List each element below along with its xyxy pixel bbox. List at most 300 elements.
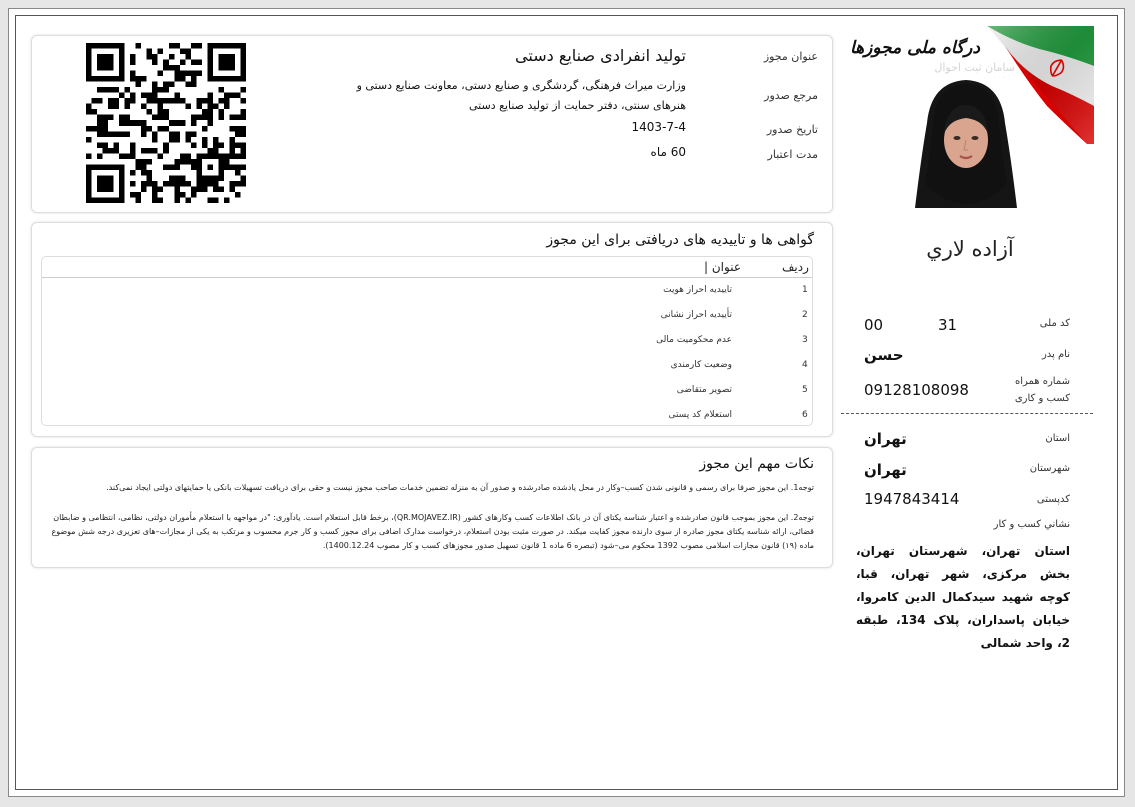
certificates-title: گواهی ها و تاییدیه های دریافتی برای این مجوز — [546, 232, 814, 248]
portal-logo: درگاه ملی مجوزها — [850, 38, 980, 58]
national-id-prefix: 00 — [864, 316, 884, 334]
qr-module — [185, 181, 191, 187]
qr-module — [202, 109, 208, 115]
note-2: توجه2. این مجوز بموجب قانون صادرشده و اعتبار شناسه یکتای آن در بانک اطلاعات کسب وکارهای کشور (QR.MOJAVEZ.IR)، برخط قابل استعلام است. یادآوری: "در مواجهه با استعلام مأموران دولتی، نظامی، انتظامی و ضابطان قضائی، ارائه شناسه یکتای مجوز صادره از سوی دارنده مجوز کفایت میکند. در صورت مثبت بودن استعلام، درخواست مدارک اضافی برای مجوز کسب و کار جرم محسوب و مرتکب به یکی از مجازات–های تعزیری درجه شش موضوع ماده (۱۹) قانون مجازات اسلامی مصوب 1392 محکوم می–شود (تبصره 6 ماده 1 قانون تسهیل صدور مجوزهای کسب و کار مصوب 1400.12.24). — [51, 513, 814, 550]
qr-module — [152, 131, 158, 137]
qr-module — [202, 186, 208, 192]
qr-module — [152, 148, 158, 154]
qr-module — [97, 54, 114, 71]
watermark-line: سامان ثبت احوال — [934, 61, 1015, 74]
qr-module — [180, 76, 186, 82]
column-header-row: ردیف — [782, 260, 809, 274]
qr-module — [191, 131, 197, 137]
qr-module — [130, 76, 136, 82]
qr-module — [235, 181, 241, 187]
qr-module — [240, 126, 246, 132]
qr-module — [125, 120, 131, 126]
qr-module — [191, 115, 197, 121]
qr-module — [125, 131, 131, 137]
qr-module — [224, 159, 230, 165]
qr-module — [191, 120, 197, 126]
notes-title: نکات مهم این مجوز — [699, 456, 814, 472]
qr-module — [207, 104, 213, 110]
qr-module — [163, 109, 169, 115]
qr-module — [191, 60, 197, 66]
row-title: استعلام کد پستی — [668, 410, 732, 420]
qr-module — [229, 93, 235, 99]
qr-module — [97, 120, 103, 126]
qr-module — [147, 98, 153, 104]
qr-module — [224, 104, 230, 110]
qr-module — [207, 181, 213, 187]
city-value: تهران — [864, 461, 907, 479]
qr-module — [207, 93, 213, 99]
qr-module — [163, 65, 169, 71]
qr-module — [152, 82, 158, 88]
qr-module — [169, 137, 175, 143]
qr-module — [141, 76, 147, 82]
qr-module — [174, 98, 180, 104]
qr-module — [185, 137, 191, 143]
certificates-table — [41, 256, 813, 426]
qr-module — [141, 120, 147, 126]
qr-module — [136, 82, 142, 88]
qr-module — [108, 104, 114, 110]
qr-module — [240, 115, 246, 121]
qr-module — [180, 153, 186, 159]
qr-module — [185, 197, 191, 203]
qr-module — [86, 109, 92, 115]
national-id-suffix: 31 — [938, 316, 958, 334]
qr-module — [103, 120, 109, 126]
qr-module — [147, 181, 153, 187]
qr-module — [196, 43, 202, 49]
qr-module — [174, 65, 180, 71]
qr-module — [114, 87, 120, 93]
qr-module — [163, 98, 169, 104]
qr-module — [180, 175, 186, 181]
qr-module — [158, 153, 164, 159]
mobile-value: 09128108098 — [864, 381, 969, 399]
qr-module — [185, 153, 191, 159]
qr-module — [152, 115, 158, 121]
row-title: تاییدیه احراز هویت — [663, 285, 732, 295]
qr-module — [169, 120, 175, 126]
qr-module — [163, 142, 169, 148]
qr-module — [130, 148, 136, 154]
qr-module — [218, 115, 224, 121]
qr-module — [229, 137, 235, 143]
qr-module — [169, 164, 175, 170]
qr-module — [235, 170, 241, 176]
qr-module — [103, 87, 109, 93]
qr-module — [196, 71, 202, 77]
qr-module — [196, 98, 202, 104]
qr-module — [213, 197, 219, 203]
qr-module — [152, 87, 158, 93]
column-header-title: | عنوان — [704, 260, 741, 274]
issue-date-value: 1403-7-4 — [631, 120, 686, 134]
qr-module — [224, 153, 230, 159]
qr-module — [174, 93, 180, 99]
qr-module — [202, 115, 208, 121]
qr-module — [163, 87, 169, 93]
qr-module — [97, 153, 103, 159]
qr-module — [180, 60, 186, 66]
qr-module — [229, 186, 235, 192]
qr-module — [158, 71, 164, 77]
qr-module — [207, 109, 213, 115]
qr-module — [196, 60, 202, 66]
qr-module — [108, 98, 114, 104]
qr-module — [86, 126, 92, 132]
qr-module — [97, 87, 103, 93]
qr-module — [218, 142, 224, 148]
qr-module — [92, 98, 98, 104]
qr-module — [158, 87, 164, 93]
qr-module — [152, 54, 158, 60]
qr-module — [213, 142, 219, 148]
qr-module — [174, 71, 180, 77]
qr-module — [147, 148, 153, 154]
qr-module — [141, 93, 147, 99]
qr-module — [136, 197, 142, 203]
qr-module — [235, 164, 241, 170]
qr-module — [97, 142, 103, 148]
national-id-label: کد ملی — [1039, 318, 1070, 329]
qr-module — [185, 131, 191, 137]
qr-module — [185, 159, 191, 165]
qr-module — [147, 49, 153, 55]
qr-module — [207, 115, 213, 121]
qr-module — [180, 98, 186, 104]
address-label: نشاني كسب و کار — [993, 519, 1070, 530]
qr-module — [130, 93, 136, 99]
qr-module — [114, 148, 120, 154]
qr-module — [108, 131, 114, 137]
qr-module — [240, 109, 246, 115]
validity-label: مدت اعتبار — [767, 148, 818, 161]
qr-module — [185, 49, 191, 55]
father-name-label: نام پدر — [1041, 349, 1070, 360]
qr-module — [114, 104, 120, 110]
qr-module — [213, 104, 219, 110]
qr-module — [240, 142, 246, 148]
qr-module — [130, 192, 136, 198]
qr-module — [114, 142, 120, 148]
qr-module — [86, 104, 92, 110]
qr-module — [97, 115, 103, 121]
qr-module — [213, 148, 219, 154]
qr-module — [125, 87, 131, 93]
qr-module — [235, 131, 241, 137]
qr-module — [147, 175, 153, 181]
qr-module — [169, 175, 175, 181]
qr-module — [163, 115, 169, 121]
qr-module — [119, 153, 125, 159]
mobile-label: شماره همراه کسب و کاری — [1014, 376, 1070, 404]
qr-module — [163, 164, 169, 170]
qr-module — [141, 126, 147, 132]
qr-module — [158, 197, 164, 203]
qr-module — [224, 93, 230, 99]
qr-module — [191, 142, 197, 148]
qr-module — [240, 153, 246, 159]
qr-module — [229, 115, 235, 121]
row-number: 4 — [802, 360, 808, 370]
qr-module — [185, 104, 191, 110]
table-header — [42, 257, 812, 278]
qr-module — [130, 170, 136, 176]
qr-module — [218, 98, 224, 104]
qr-module — [169, 65, 175, 71]
qr-module — [125, 153, 131, 159]
qr-module — [152, 60, 158, 66]
qr-module — [158, 126, 164, 132]
qr-module — [207, 164, 213, 170]
qr-module — [152, 186, 158, 192]
qr-module — [97, 126, 103, 132]
postal-code-value: 1947843414 — [864, 490, 960, 508]
qr-module — [119, 93, 125, 99]
qr-module — [114, 98, 120, 104]
qr-module — [207, 120, 213, 126]
qr-module — [213, 181, 219, 187]
applicant-photo — [913, 78, 1019, 212]
section-divider — [841, 413, 1093, 414]
qr-module — [169, 54, 175, 60]
qr-module — [141, 148, 147, 154]
qr-module — [141, 164, 147, 170]
qr-module — [191, 164, 197, 170]
qr-module — [180, 159, 186, 165]
qr-module — [152, 181, 158, 187]
qr-module — [119, 115, 125, 121]
qr-module — [224, 197, 230, 203]
qr-module — [130, 98, 136, 104]
qr-module — [240, 87, 246, 93]
qr-module — [196, 181, 202, 187]
postal-code-label: کدپستی — [1036, 494, 1070, 505]
qr-module — [191, 192, 197, 198]
qr-module — [119, 120, 125, 126]
qr-module — [169, 131, 175, 137]
qr-module — [169, 181, 175, 187]
applicant-name: آزاده لاري — [926, 237, 1014, 261]
qr-module — [224, 98, 230, 104]
qr-code — [86, 43, 246, 203]
qr-module — [86, 153, 92, 159]
qr-module — [158, 186, 164, 192]
qr-module — [141, 159, 147, 165]
qr-module — [202, 181, 208, 187]
qr-module — [180, 49, 186, 55]
address-value: استان تهران، شهرستان تهران، بخش مرکزی، شهر تهران، قبا، کوچه شهید سیدکمال الدین کامروا، خیابان پاسداران، پلاک 134، طبقه 2، واحد شمالی — [856, 544, 1070, 650]
qr-module — [158, 104, 164, 110]
qr-module — [213, 186, 219, 192]
qr-module — [152, 98, 158, 104]
issuer-label: مرجع صدور — [764, 89, 818, 102]
qr-module — [147, 126, 153, 132]
issuer-value: وزارت میراث فرهنگی، گردشگری و صنایع دستی، معاونت صنایع دستی و هنرهای سنتی، دفتر حمایت از تولید صنایع دستی — [356, 79, 686, 112]
qr-module — [240, 181, 246, 187]
qr-module — [147, 54, 153, 60]
qr-module — [114, 131, 120, 137]
qr-module — [152, 93, 158, 99]
qr-module — [202, 126, 208, 132]
qr-module — [141, 131, 147, 137]
qr-module — [136, 192, 142, 198]
qr-module — [202, 98, 208, 104]
qr-module — [174, 197, 180, 203]
qr-module — [174, 181, 180, 187]
qr-module — [174, 131, 180, 137]
qr-module — [158, 109, 164, 115]
row-title: تصویر متقاضی — [676, 385, 732, 395]
qr-module — [141, 181, 147, 187]
qr-module — [152, 137, 158, 143]
qr-module — [174, 164, 180, 170]
qr-module — [97, 175, 114, 192]
qr-module — [147, 93, 153, 99]
qr-module — [92, 109, 98, 115]
license-title-label: عنوان مجوز — [763, 50, 818, 63]
qr-module — [163, 82, 169, 88]
qr-module — [235, 153, 241, 159]
qr-module — [229, 181, 235, 187]
qr-module — [147, 109, 153, 115]
qr-module — [125, 104, 131, 110]
qr-module — [136, 164, 142, 170]
qr-module — [147, 159, 153, 165]
qr-module — [218, 186, 224, 192]
qr-module — [191, 186, 197, 192]
qr-module — [180, 192, 186, 198]
qr-module — [213, 137, 219, 143]
qr-module — [141, 186, 147, 192]
qr-module — [125, 115, 131, 121]
qr-module — [196, 115, 202, 121]
qr-module — [235, 192, 241, 198]
qr-module — [229, 142, 235, 148]
qr-module — [103, 126, 109, 132]
issue-date-label: تاریخ صدور — [766, 123, 818, 136]
license-title-value: تولید انفرادی صنایع دستی — [515, 46, 686, 65]
qr-module — [108, 148, 114, 154]
father-name-value: حسن — [864, 346, 904, 364]
qr-module — [169, 98, 175, 104]
qr-module — [185, 71, 191, 77]
qr-module — [185, 54, 191, 60]
qr-module — [130, 120, 136, 126]
qr-module — [103, 115, 109, 121]
row-number: 5 — [802, 385, 808, 395]
qr-module — [136, 76, 142, 82]
qr-module — [224, 164, 230, 170]
qr-module — [202, 137, 208, 143]
qr-module — [130, 181, 136, 187]
qr-module — [174, 43, 180, 49]
row-number: 3 — [802, 335, 808, 345]
qr-module — [180, 181, 186, 187]
qr-module — [174, 175, 180, 181]
qr-module — [136, 43, 142, 49]
qr-module — [163, 126, 169, 132]
province-label: استان — [1045, 433, 1070, 444]
qr-module — [180, 71, 186, 77]
qr-module — [141, 170, 147, 176]
qr-module — [136, 120, 142, 126]
qr-module — [218, 109, 224, 115]
qr-module — [229, 153, 235, 159]
qr-module — [103, 142, 109, 148]
qr-module — [147, 170, 153, 176]
validity-value: 60 ماه — [650, 145, 686, 159]
qr-module — [130, 54, 136, 60]
qr-module — [191, 159, 197, 165]
qr-module — [141, 104, 147, 110]
qr-module — [136, 159, 142, 165]
qr-module — [235, 142, 241, 148]
qr-module — [119, 131, 125, 137]
qr-module — [103, 148, 109, 154]
qr-module — [240, 175, 246, 181]
qr-module — [174, 192, 180, 198]
qr-module — [240, 131, 246, 137]
qr-module — [130, 71, 136, 77]
qr-module — [108, 115, 114, 121]
row-title: عدم محکومیت مالی — [656, 335, 732, 345]
row-number: 6 — [802, 410, 808, 420]
qr-module — [163, 148, 169, 154]
note-1: توجه1. این مجوز صرفا برای رسمی و قانونی شدن کسب–وکار در محل یادشده صادرشده و صدور آن به منزله تضمین خدمات صاحب مجوز نیست و حقی برای دریافت تسهیلات بانکی یا حمایتهای دولتی ایجاد نمی‌کند. — [106, 483, 814, 492]
row-title: تأییدیه احراز نشانی — [660, 310, 732, 320]
qr-module — [152, 192, 158, 198]
qr-module — [174, 159, 180, 165]
row-number: 1 — [802, 285, 808, 295]
qr-module — [196, 104, 202, 110]
row-number: 2 — [802, 310, 808, 320]
qr-module — [152, 197, 158, 203]
qr-module — [218, 87, 224, 93]
qr-module — [185, 82, 191, 88]
qr-module — [130, 60, 136, 66]
qr-module — [174, 137, 180, 143]
qr-module — [196, 186, 202, 192]
qr-module — [240, 164, 246, 170]
qr-module — [191, 71, 197, 77]
qr-module — [86, 137, 92, 143]
qr-module — [103, 131, 109, 137]
qr-module — [229, 126, 235, 132]
qr-module — [174, 76, 180, 82]
qr-module — [202, 142, 208, 148]
row-title: وضعیت کارمندی — [670, 360, 732, 370]
qr-module — [180, 120, 186, 126]
qr-module — [97, 98, 103, 104]
qr-module — [169, 82, 175, 88]
qr-module — [92, 126, 98, 132]
qr-module — [108, 87, 114, 93]
qr-module — [207, 197, 213, 203]
qr-module — [235, 126, 241, 132]
qr-module — [158, 49, 164, 55]
qr-module — [240, 148, 246, 154]
qr-module — [163, 60, 169, 66]
province-value: تهران — [864, 430, 907, 448]
qr-module — [125, 98, 131, 104]
qr-module — [218, 54, 235, 71]
